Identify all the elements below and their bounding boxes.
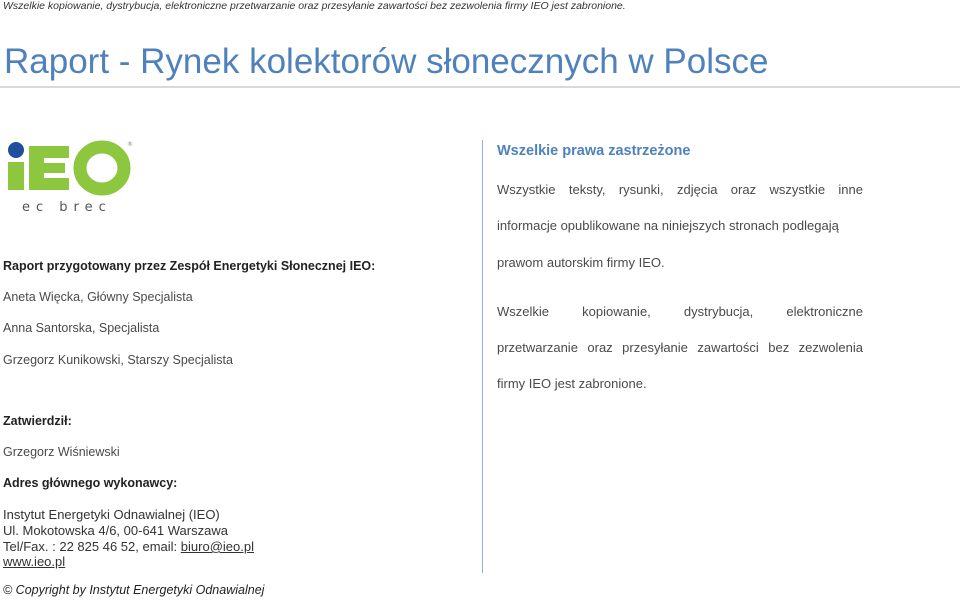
footer-copyright: © Copyright by Instytut Energetyki Odnawialnej — [3, 583, 265, 597]
website-row — [3, 554, 65, 569]
column-divider — [482, 140, 483, 573]
logo-letter-o — [80, 147, 124, 189]
ieo-logo — [5, 138, 135, 216]
author-1: Aneta Więcka, Główny Specjalista — [3, 290, 193, 304]
approver-name: Grzegorz Wiśniewski — [3, 445, 120, 459]
author-2: Anna Santorska, Specjalista — [3, 321, 160, 335]
logo-letter-e — [29, 146, 69, 190]
website-link[interactable]: www.ieo.pl — [3, 554, 66, 569]
author-3: Grzegorz Kunikowski, Starszy Specjalista — [3, 353, 233, 367]
copyright-notice-header: Wszelkie kopiowanie, dystrybucja, elektroniczne przetwarzanie oraz przesyłanie zawartości bez zezwolenia firmy IEO jest zabronione. — [3, 0, 626, 12]
rights-text-line-3: prawom autorskim firmy IEO. — [497, 255, 665, 270]
prepared-by-heading: Raport przygotowany przez Zespół Energetyki Słonecznej IEO: — [3, 259, 376, 273]
rights-heading: Wszelkie prawa zastrzeżone — [497, 143, 691, 159]
rights-text-line-4: Wszelkie kopiowanie, dystrybucja, elektroniczne — [497, 304, 863, 319]
logo-dot — [8, 142, 24, 158]
logo-trademark: ® — [127, 141, 133, 148]
page-title: Raport - Rynek kolektorów słonecznych w Polsce — [4, 42, 769, 81]
title-divider — [0, 86, 960, 88]
rights-text-line-2: informacje opublikowane na niniejszych stronach podlegają — [497, 218, 839, 233]
contractor-contact — [3, 539, 254, 554]
contractor-phone: Tel/Fax. : 22 825 46 52, email: — [3, 539, 181, 554]
logo-subtitle: ec brec — [22, 200, 112, 215]
rights-text-line-6: firmy IEO jest zabronione. — [497, 376, 647, 391]
rights-text-line-5: przetwarzanie oraz przesyłanie zawartości bez zezwolenia — [497, 340, 863, 355]
approved-heading: Zatwierdził: — [3, 414, 72, 428]
contractor-heading: Adres głównego wykonawcy: — [3, 476, 178, 490]
rights-text-line-1: Wszystkie teksty, rysunki, zdjęcia oraz wszystkie inne — [497, 182, 863, 197]
email-link[interactable]: biuro@ieo.pl — [180, 539, 254, 554]
contractor-street: Ul. Mokotowska 4/6, 00-641 Warszawa — [3, 523, 228, 538]
contractor-institution: Instytut Energetyki Odnawialnej (IEO) — [3, 507, 220, 522]
logo-letter-i — [8, 162, 24, 190]
